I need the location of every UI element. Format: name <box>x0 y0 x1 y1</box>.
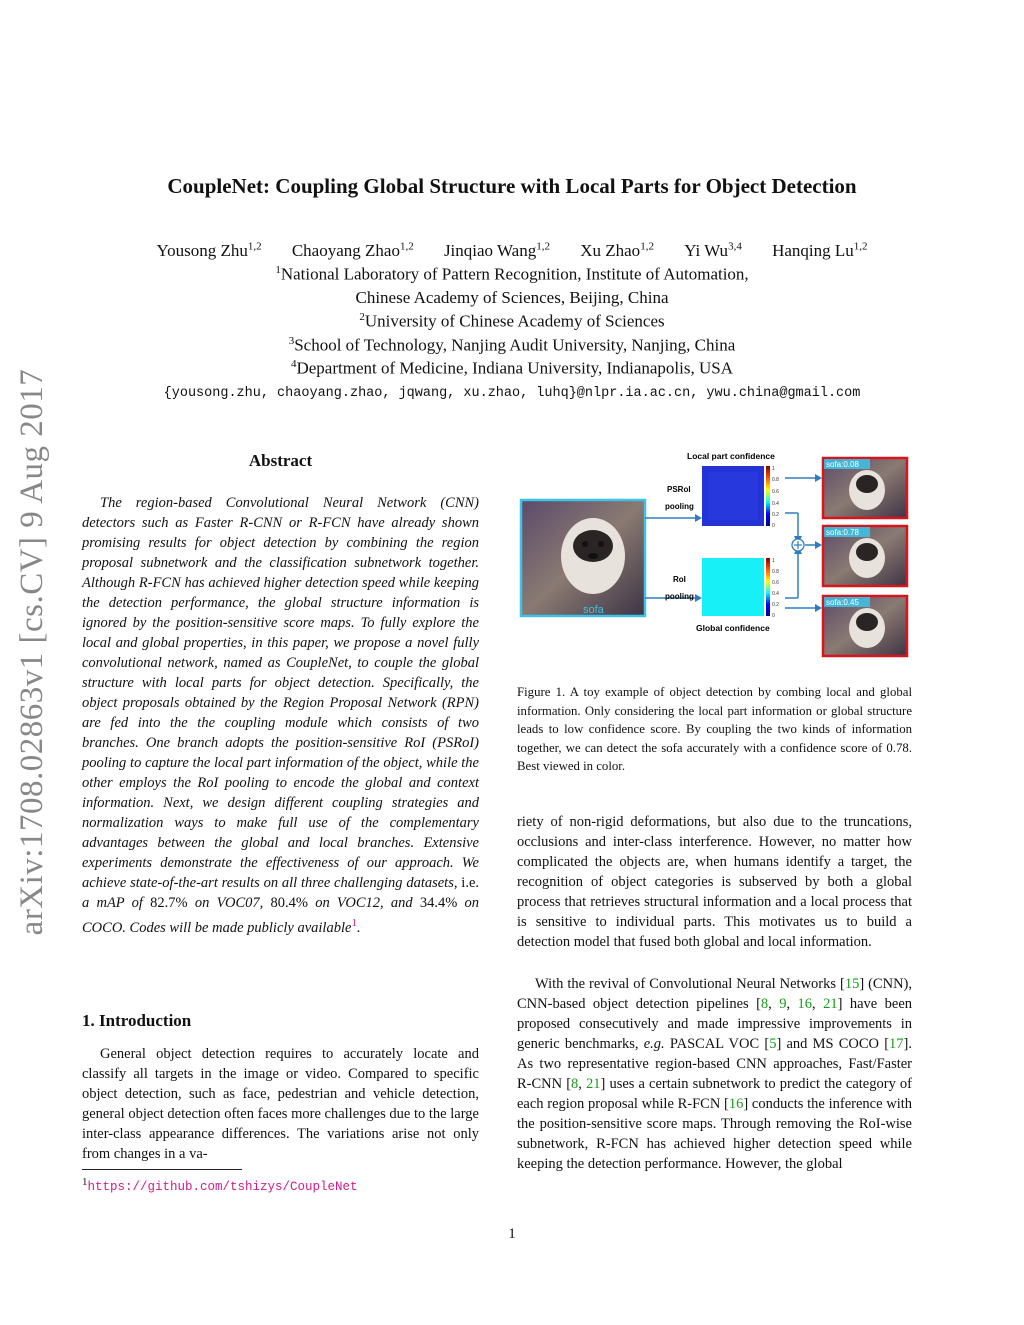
svg-text:0.8: 0.8 <box>772 477 779 483</box>
arxiv-stamp: arXiv:1708.02863v1 [cs.CV] 9 Aug 2017 <box>14 368 50 936</box>
page-number: 1 <box>508 1226 516 1242</box>
object-label: sofa <box>583 604 604 616</box>
author-list <box>0 240 1024 261</box>
svg-text:0.4: 0.4 <box>772 501 779 507</box>
psroi-pooling-label: pooling <box>665 502 694 511</box>
author-1: Yousong Zhu$^{1,2}$ <box>156 240 262 260</box>
right-paragraph-2: With the revival of Convolutional Neural Networks [15] (CNN), CNN-based object detection pipelines [8, 9, 16, 21] have been proposed consecutively and made impressive improvements in generic benchmarks, e.g. PASCAL VOC [5] and MS COCO [17]. As two representative region-based CNN approaches, Fast/Faster R-CNN [8, 21] uses a certain subnetwork to predict the category of each region proposal while R-FCN [16] conducts the inference with the position-sensitive score maps. Through removing the RoI-wise subnetwork, R-FCN has achieved higher detection speed while keeping the detection performance. However, the global <box>517 976 913 1172</box>
right-paragraph-1: riety of non-rigid deformations, but also due to the truncations, occlusions and inter-class interference. However, no matter how complicated the objects are, when humans identify a target, the recognition of object categories is subserved by both a global process that retrieves structural information and a local process that is sensitive to individual parts. This motivates us to build a detection model that fused both global and local information. <box>517 814 912 950</box>
cite-17[interactable]: 17 <box>889 1036 904 1052</box>
roi-label: RoI <box>673 575 686 584</box>
author-2: Chaoyang Zhao$^{1,2}$ <box>291 240 414 260</box>
svg-text:0.8: 0.8 <box>772 569 779 575</box>
author-6: Hanqing Lu$^{1,2}$ <box>772 240 868 260</box>
affiliation-3: $^3$School of Technology, Nanjing Audit University, Nanjing, China <box>288 335 736 355</box>
affiliation-1-line-2: Chinese Academy of Sciences, Beijing, China <box>355 288 669 307</box>
global-colorbar-ticks <box>772 558 779 619</box>
abstract-body: The region-based Convolutional Neural Network (CNN) detectors such as Faster R-CNN or R-FCN have already shown promising results for object detection by combining the region proposal subnetwork and the classification subnetwork together. Although R-FCN has achieved higher detection speed while keeping the detection performance, the global structure information is ignored by the position-sensitive score maps. To fully explore the local and global properties, in this paper, we propose a novel fully convolutional network, named as CoupleNet, to couple the global structure with local parts for object detection. Specifically, the object proposals obtained by the Region Proposal Network (RPN) are fed into the the coupling module which consists of two branches. One branch adopts the position-sensitive RoI (PSRoI) pooling to capture the local part information of the object, while the other employs the RoI pooling to encode the global and context information. Next, we design different coupling strategies and normalization ways to make full use of the complementary advantages between the global and local branches. Extensive experiments demonstrate the effectiveness of our approach. We achieve state-of-the-art results on all three challenging datasets, i.e. a mAP of 82.7% on VOC07, 80.4% on VOC12, and 34.4% on COCO. Codes will be made publicly available$^1$. <box>82 495 480 936</box>
svg-text:1: 1 <box>772 466 775 472</box>
author-emails: {yousong.zhu, chaoyang.zhao, jqwang, xu.zhao, luhq}@nlpr.ia.ac.cn, ywu.china@gmail.com <box>163 386 861 401</box>
svg-text:0.2: 0.2 <box>772 602 779 608</box>
psroi-label: PSRoI <box>667 485 691 494</box>
affiliation-1: $^1$National Laboratory of Pattern Recognition, Institute of Automation, <box>275 264 749 284</box>
cite-21[interactable]: 21 <box>823 996 838 1012</box>
sum-operator-icon <box>792 539 804 551</box>
score-1: sofa:0.08 <box>826 460 859 469</box>
cite-16[interactable]: 16 <box>797 996 813 1012</box>
footnote-url-link[interactable]: https://github.com/tshizys/CoupleNet <box>87 1180 358 1195</box>
svg-text:0.2: 0.2 <box>772 512 779 518</box>
svg-text:0: 0 <box>772 613 775 619</box>
author-4: Xu Zhao$^{1,2}$ <box>580 240 654 260</box>
cite-5[interactable]: 5 <box>769 1036 777 1052</box>
svg-text:0.4: 0.4 <box>772 591 779 597</box>
svg-text:0: 0 <box>772 523 775 529</box>
global-colorbar <box>766 558 770 616</box>
intro-heading: 1. Introduction <box>82 1011 192 1030</box>
cite-15[interactable]: 15 <box>844 976 860 992</box>
global-confidence-title: Global confidence <box>696 623 770 633</box>
footnote-ref[interactable]: 1 <box>351 917 357 929</box>
svg-text:0.6: 0.6 <box>772 489 779 495</box>
intro-paragraph-1: General object detection requires to accurately locate and classify all targets in the image or video. Compared to specific object detection, such as face, pedestrian and vehicle detection, general object detection often faces more challenges due to the large inter-class appearance differences. The variations arise not only from changes in a va- <box>82 1046 479 1162</box>
local-confidence-title: Local part confidence <box>687 451 775 461</box>
cite-21b[interactable]: 21 <box>586 1076 601 1092</box>
footnote: $^1$https://github.com/tshizys/CoupleNet <box>82 1176 358 1195</box>
input-photo <box>521 500 645 616</box>
roi-pooling-label: pooling <box>665 592 694 601</box>
global-confidence-map <box>702 558 764 616</box>
figure-1-caption: Figure 1. A toy example of object detection by combing local and global information. Only considering the local part information or global structure leads to low confidence score. By coupling the two kinds of information together, we can detect the sofa accurately with a confidence score of 0.78. Best viewed in color. <box>517 685 912 773</box>
cite-16b[interactable]: 16 <box>728 1096 744 1112</box>
abstract-heading: Abstract <box>248 451 313 470</box>
local-colorbar <box>766 466 770 526</box>
paper-title: CoupleNet: Coupling Global Structure with Local Parts for Object Detection <box>167 174 857 198</box>
svg-text:1: 1 <box>772 558 775 564</box>
score-3: sofa:0.45 <box>826 598 859 607</box>
affiliation-2: $^2$University of Chinese Academy of Sciences <box>359 311 665 331</box>
cite-8b[interactable]: 8 <box>571 1076 579 1092</box>
affiliation-4: $^4$Department of Medicine, Indiana University, Indianapolis, USA <box>290 358 734 378</box>
cite-8[interactable]: 8 <box>760 996 769 1012</box>
svg-text:0.6: 0.6 <box>772 580 779 586</box>
score-2: sofa:0.78 <box>826 528 859 537</box>
footnote-rule <box>82 1169 242 1170</box>
cite-9[interactable]: 9 <box>779 996 787 1012</box>
author-3: Jinqiao Wang$^{1,2}$ <box>443 240 550 260</box>
figure-1-diagram <box>515 448 915 663</box>
figure-1 <box>515 448 915 663</box>
author-5: Yi Wu$^{3,4}$ <box>684 240 742 260</box>
local-colorbar-ticks <box>772 466 779 529</box>
